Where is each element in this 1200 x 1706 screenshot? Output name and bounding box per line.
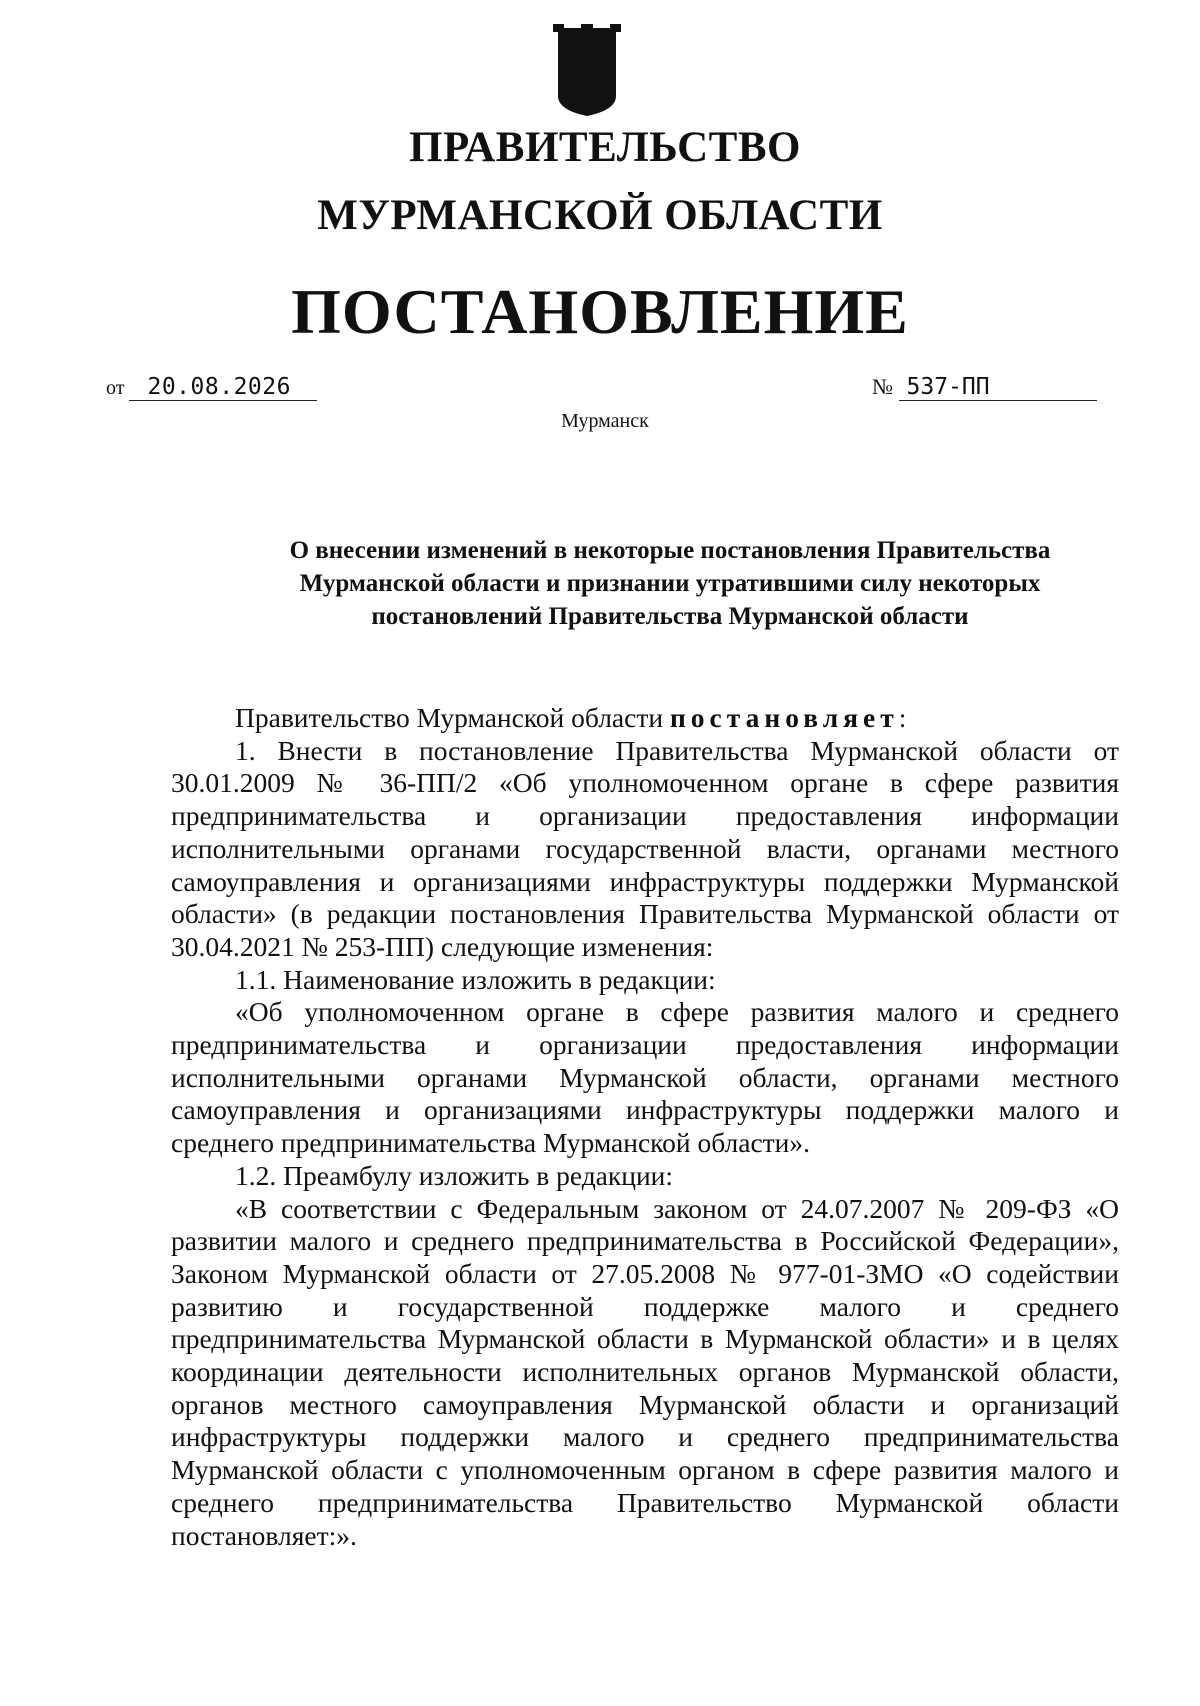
document-subject: О внесении изменений в некоторые постановления Правительства Мурманской области и признании утратившими силу некоторых постановлений Правительства Мурманской области: [289, 537, 1051, 630]
document-type-title: ПОСТАНОВЛЕНИЕ: [291, 276, 909, 347]
authority-name-line-1: ПРАВИТЕЛЬСТВО: [409, 124, 801, 171]
authority-name-line-2: МУРМАНСКОЙ ОБЛАСТИ: [317, 192, 883, 239]
intro-text: Правительство Мурманской области: [235, 702, 670, 733]
intro-end: :: [898, 702, 907, 733]
document-date-field: [106, 374, 317, 401]
document-number-field: [872, 374, 1097, 401]
document-body: [171, 702, 1119, 1552]
coat-of-arms-icon: [552, 24, 622, 118]
intro-emphasis: постановляет: [669, 702, 899, 733]
body-paragraph-1-2: 1.2. Преамбулу изложить в редакции:: [235, 1159, 674, 1191]
document-number: 537-ПП: [899, 374, 1097, 401]
body-paragraph-1: 1. Внести в постановление Правительства Мурманской области от 30.01.2009 № 36-ПП/2 «Об уполномоченном органе в сфере развития предпринимательства и организации предоставления информации исполнительными органами государственной власти, органами местного самоуправления и организациями инфраструктуры поддержки Мурманской области» (в редакции постановления Правительства Мурманской области от 30.04.2021 № 253-ПП) следующие изменения:: [171, 734, 1119, 962]
document-date: 20.08.2026: [129, 374, 317, 401]
date-prefix: от: [106, 377, 125, 399]
number-prefix: №: [872, 374, 893, 399]
document-city: Мурманск: [561, 410, 649, 432]
intro-paragraph: [171, 702, 1119, 735]
body-paragraph-quote-name: «Об уполномоченном органе в сфере развития малого и среднего предпринимательства и организации предоставления информации исполнительными органами Мурманской области, органами местного самоуправления и организациями инфраструктуры поддержки малого и среднего предпринимательства Мурманской области».: [171, 996, 1119, 1159]
body-paragraph-1-1: 1.1. Наименование изложить в редакции:: [235, 963, 716, 995]
body-paragraph-quote-preamble: «В соответствии с Федеральным законом от 24.07.2007 № 209-ФЗ «О развитии малого и среднего предпринимательства в Российской Федерации», Законом Мурманской области от 27.05.2008 № 977-01-ЗМО «О содействии развитию и государственной поддержке малого и среднего предпринимательства Мурманской области в Мурманской области» и в целях координации деятельности исполнительных органов Мурманской области, органов местного самоуправления Мурманской области и организаций инфраструктуры поддержки малого и среднего предпринимательства Мурманской области с уполномоченным органом в сфере развития малого и среднего предпринимательства Правительство Мурманской области постановляет:».: [171, 1192, 1119, 1551]
